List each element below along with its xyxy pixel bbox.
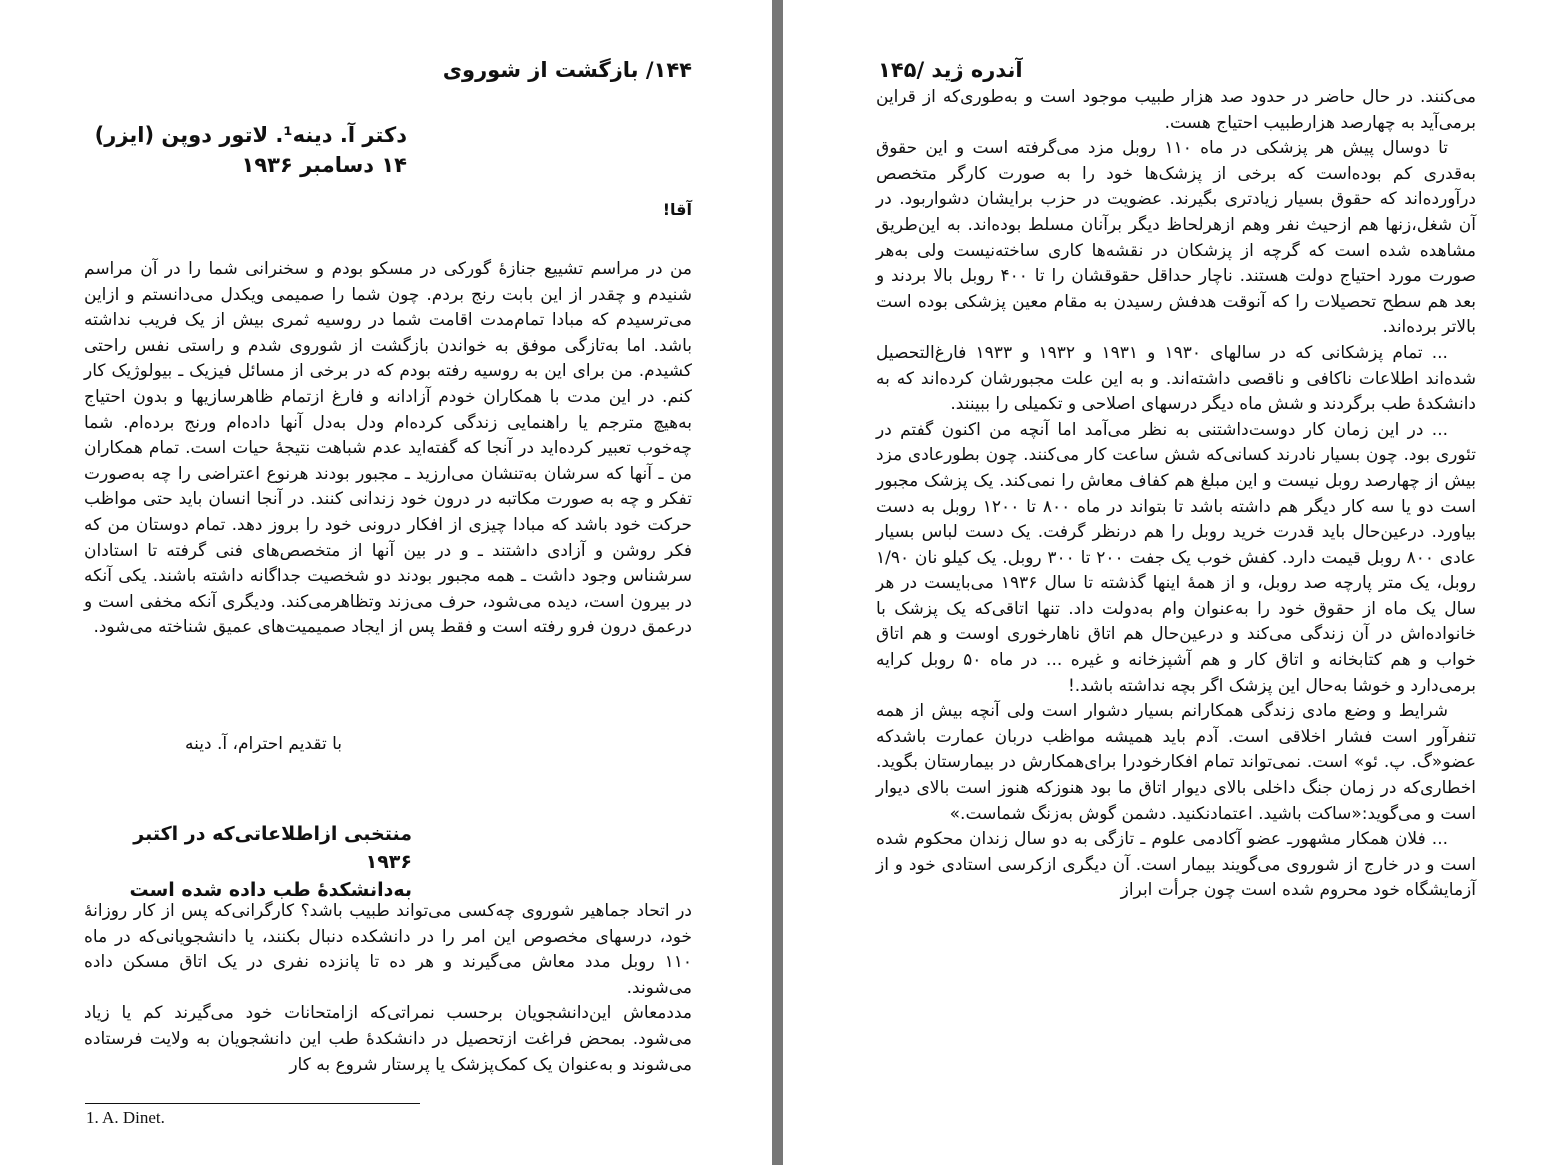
footnote-divider [85,1103,420,1104]
letter-body [84,257,692,641]
footnote: 1. A. Dinet. [86,1108,165,1127]
section-heading [82,820,412,904]
right-paragraph-4: ... در این زمان کار دوست‌داشتنی به نظر می‌آمد اما آنچه من اکنون گفتم در تئوری بود. چون بسیار نادرند کسانی‌که شش ساعت کار می‌کنند. چون بطورعادی مزد بیش از چهارصد روبل نیست و این مبلغ هم کفاف معاش را نمی‌کند. یک پزشک مجبور است دو یا سه کار دیگر هم داشته باشد تا بتواند در ماه ۸۰۰ تا ۱۲۰۰ روبل به دست بیاورد. درعین‌حال باید قدرت خرید روبل را هم درنظر گرفت. یک دست لباس بسیار عادی ۸۰۰ روبل قیمت دارد. کفش خوب یک جفت ۲۰۰ تا ۳۰۰ روبل. یک کیلو نان ۱/۹۰ روبل، یک متر پارچه صد روبل، و از همهٔ اینها گذشته تا سال ۱۹۳۶ می‌بایست در هر سال یک ماه از حقوق خود را به‌عنوان وام به‌دولت داد. تنها اتاقی‌که یک پزشک با خانواده‌اش در آن زندگی می‌کند و درعین‌حال هم اتاق ناهارخوری اوست و هم اتاق خواب و هم کتابخانه و اتاق کار و هم آشپزخانه و غیره ... در ماه ۵۰ روبل کرایه برمی‌دارد و خوشا به‌حال این پزشک اگر بچه نداشته باشد.! [876,419,1477,696]
letter-heading-line1: دکتر آ. دینه¹. لاتور دوپن (ایزر) [94,123,407,147]
signature: با تقدیم احترام، آ. دینه [185,734,342,754]
right-paragraph-2: تا دوسال پیش هر پزشکی در ماه ۱۱۰ روبل مزد می‌گرفته است و این حقوق به‌قدری کم بوده‌است که برخی از پزشک‌ها خود را به صورت کارگر متخصص درآورده‌اند که حقوق بسیار زیادتری بگیرند. عضویت در حزب برایشان دشوار‌بود. در آن شغل،زنها هم ازحیث نفر وهم ازهرلحاظ دیگر برآنان مسلط بوده‌اند. به این‌طریق مشاهده شده است که گرچه از پزشکان در نقشه‌ها کاری ساخته‌نیست ولی به‌هر صورت مورد احتیاج دولت هستند. ناچار حداقل حقوقشان را تا ۴۰۰ روبل بالا بردند و بعد هم سطح تحصیلات را که آنوقت هدفش رسیدن به مقام معین پزشکی بوده است بالاتر برده‌اند. [876,138,1477,338]
right-paragraph-1: می‌کنند. در حال حاضر در حدود صد هزار طبیب موجود است و به‌طوری‌که از قراین برمی‌آید به چهارصد هزارطبیب احتیاج هست. [876,87,1476,133]
running-head-left: ۱۴۴/ بازگشت از شوروی [442,58,692,82]
section-paragraph-2: مددمعاش این‌دانشجویان برحسب نمراتی‌که ازامتحانات خود می‌گیرند کم یا زیاد می‌شود. بمحض فراغت ازتحصیل در دانشکدهٔ طب این دانشجویان به ولایت فرستاده می‌شوند و به‌عنوان یک کمک‌پزشک یا پرستار شروع به کار [84,1003,692,1075]
running-head-right: آندره ژید /۱۴۵ [878,58,1023,82]
right-body [876,85,1476,904]
section-heading-line1: منتخبی ازاطلاعاتی‌که در اکتبر ۱۹۳۶ [133,823,412,873]
salutation: آقا! [662,200,692,219]
section-paragraph-1: در اتحاد جماهیر شوروی چه‌کسی می‌تواند طبیب باشد؟ کارگرانی‌که پس از کار روزانهٔ خود، درسهای مخصوص این امر را در دانشکده دنبال بکنند، یا دانشجویانی‌که در ماه ۱۱۰ روبل مدد معاش می‌گیرند و هر ده تا پانزده نفری در یک اتاق مسکن داده می‌شوند. [84,901,692,998]
right-paragraph-5: شرایط و وضع مادی زندگی همکارانم بسیار دشوار است ولی آنچه بیش از همه تنفرآور است فشار اخلاقی است. آدم باید همیشه مواظب دربان عمارت باشدکه عضو«گ. پ. ئو» است. نمی‌تواند تمام افکارخودرا برای‌همکارش در بیمارستان بگوید. اخطاری‌که در زمان جنگ داخلی بالای دیوار اتاق ما بود هنوزکه هنوز است بالای دیوار است و می‌گوید:«ساکت باشید. اعتمادنکنید. دشمن گوش به‌زنگ شماست.» [876,701,1476,824]
left-page [0,0,772,1165]
book-gutter [772,0,783,1165]
letter-body-text: من در مراسم تشییع جنازهٔ گورکی در مسکو بودم و سخنرانی شما را در آن مراسم شنیدم و چقدر از این بابت رنج بردم. چون شما را صمیمی ویکدل می‌دانستم و ازاین می‌ترسیدم که مبادا تمام‌مدت اقامت شما در روسیه ثمری بیش از یک فریب نداشته باشد. اما به‌تازگی موفق به خواندن بازگشت از شوروی شدم و راستی نفس راحتی کشیدم. من برای این به روسیه رفته بودم که در برخی از مسائل فیزیک ـ بیولوژیک کار کنم. در این مدت با همکاران خودم آزادانه و فارغ ازتمام ظاهرسازیها و بدون احتیاج به‌هیچ مترجم یا راهنمایی زندگی کرده‌ام ودل به‌دل آنها داده‌ام ورنج برده‌ام. شما چه‌خوب تعبیر کرده‌اید در آنجا که گفته‌اید عدم شباهت نتیجهٔ حیات است. تمام همکاران من ـ آنها که سرشان به‌تنشان می‌ارزید ـ مجبور بودند هرنوع اعتراضی را چه به‌صورت تفکر و چه به صورت مکاتبه در درون خود زندانی کنند. در آنجا انسان باید حتی مواظب حرکت خود باشد که مبادا چیزی از افکار درونی خود را بروز دهد. تمام دوستان من که فکر روشن و آزادی داشتند ـ و در بین آنها از متخصص‌های فنی گرفته تا استادان سرشناس وجود داشت ـ همه مجبور بودند دو شخصیت جداگانه داشته باشند. یکی آنکه در بیرون است، دیده می‌شود، حرف می‌زند وتظاهرمی‌کند. ودیگری آنکه مخفی است و درعمق درون فرو رفته است و فقط پس از ایجاد صمیمیت‌های عمیق شناخته می‌شود. [84,259,692,638]
section-body [84,899,692,1078]
letter-heading [67,120,407,180]
letter-heading-line2: ۱۴ دسامبر ۱۹۳۶ [241,153,407,177]
section-heading-line2: به‌دانشکدهٔ طب داده شده است [129,879,412,901]
right-page [783,0,1558,1165]
right-paragraph-3: ... تمام پزشکانی که در سالهای ۱۹۳۰ و ۱۹۳۱ و ۱۹۳۲ و ۱۹۳۳ فارغ‌التحصیل شده‌اند اطلاعات ناکافی و ناقصی داشته‌اند. و به این علت مجبورشان کرده‌اند که به دانشکدهٔ طب برگردند و شش ماه دیگر درسهای اصلاحی و تکمیلی را ببینند. [876,342,1476,415]
right-paragraph-6: ... فلان همکار مشهورـ عضو آکادمی علوم ـ تازگی به دو سال زندان محکوم شده است و در خارج از شوروی می‌گویند بیمار است. آن دیگری ازکرسی استادی خود و از آزمایشگاه خود محروم شده است چون جرأت ابراز [876,829,1476,901]
